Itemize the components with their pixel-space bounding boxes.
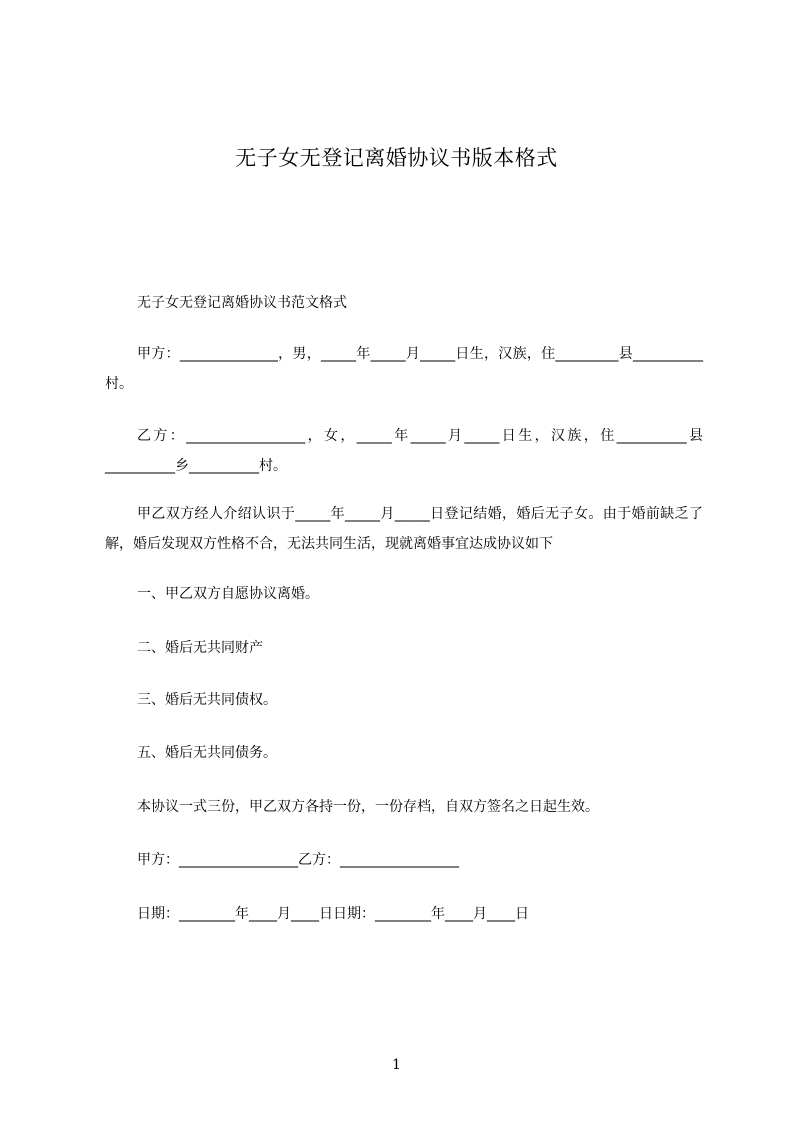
- closing-statement: 本协议一式三份，甲乙双方各持一份，一份存档，自双方签名之日起生效。: [137, 799, 599, 815]
- document-title: 无子女无登记离婚协议书版本格式: [235, 146, 558, 170]
- clause-1: 一、甲乙双方自愿协议离婚。: [137, 586, 319, 602]
- date-line: 日期：________年____月____日日期：________年____月____日: [137, 906, 529, 922]
- party-a-paragraph: 甲方：______________，男，_____年_____月_____日生，汉族，住_________县__________村。: [105, 346, 703, 392]
- clause-5: 五、婚后无共同债务。: [137, 745, 277, 761]
- party-b-paragraph: 乙方：_________________，女，_____年_____月_____日生，汉族，住__________县__________乡__________村。: [105, 428, 703, 474]
- clause-3: 三、婚后无共同债权。: [137, 692, 277, 708]
- signature-line: 甲方：_________________乙方：_________________: [137, 852, 459, 868]
- clause-2: 二、婚后无共同财产: [137, 640, 263, 656]
- intro-paragraph: 甲乙双方经人介绍认识于_____年_____月_____日登记结婚，婚后无子女。由于婚前缺乏了解，婚后发现双方性格不合，无法共同生活，现就离婚事宜达成协议如下: [105, 506, 703, 552]
- document-subtitle: 无子女无登记离婚协议书范文格式: [137, 295, 347, 311]
- page-number: 1: [392, 1057, 401, 1073]
